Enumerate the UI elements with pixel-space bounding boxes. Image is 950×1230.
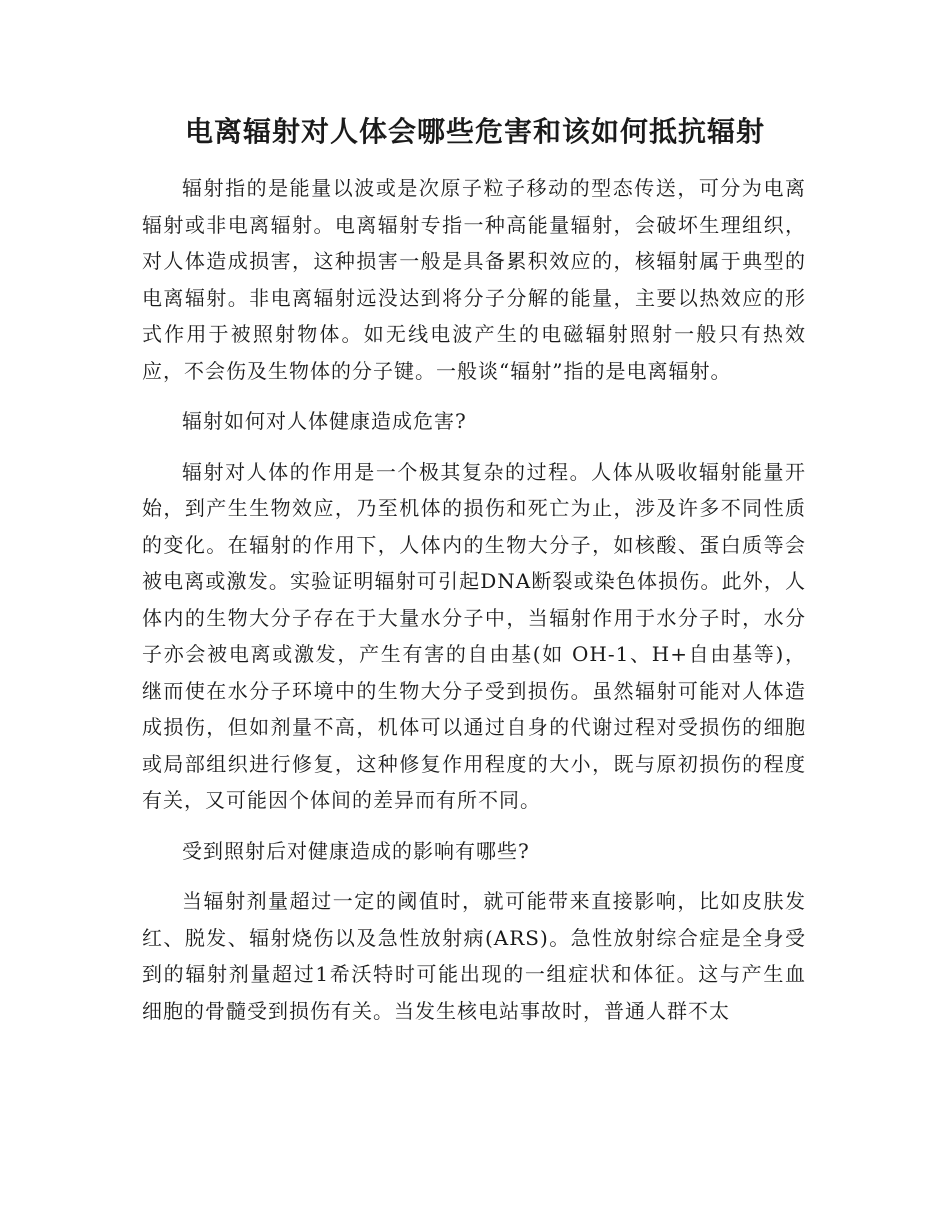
paragraph-biological-effects: 辐射对人体的作用是一个极其复杂的过程。人体从吸收辐射能量开始，到产生生物效应，乃至机体的损伤和死亡为止，涉及许多不同性质的变化。在辐射的作用下，人体内的生物大分子，如核酸、蛋白质等会被电离或激发。实验证明辐射可引起DNA断裂或染色体损伤。此外，人体内的生物大分子存在于大量水分子中，当辐射作用于水分子时，水分子亦会被电离或激发，产生有害的自由基(如 OH-1、H+自由基等)，继而使在水分子环境中的生物大分子受到损伤。虽然辐射可能对人体造成损伤，但如剂量不高，机体可以通过自身的代谢过程对受损伤的细胞或局部组织进行修复，这种修复作用程度的大小，既与原初损伤的程度有关，又可能因个体间的差异而有所不同。 — [142, 459, 806, 812]
document-title: 电离辐射对人体会哪些危害和该如何抵抗辐射 — [184, 115, 765, 148]
document-body — [142, 170, 806, 1043]
section-heading-health-effects: 受到照射后对健康造成的影响有哪些? — [182, 838, 530, 863]
section-heading-how-harm: 辐射如何对人体健康造成危害? — [182, 409, 467, 433]
paragraph-radiation-definition: 辐射指的是能量以波或是次原子粒子移动的型态传送，可分为电离辐射或非电离辐射。电离辐射专指一种高能量辐射，会破坏生理组织，对人体造成损害，这种损害一般是具备累积效应的，核辐射属于典型的电离辐射。非电离辐射远没达到将分子分解的能量，主要以热效应的形式作用于被照射物体。如无线电波产生的电磁辐射照射一般只有热效应，不会伤及生物体的分子键。一般谈“辐射”指的是电离辐射。 — [142, 176, 806, 383]
paragraph-dose-threshold: 当辐射剂量超过一定的阈值时，就可能带来直接影响，比如皮肤发红、脱发、辐射烧伤以及急性放射病(ARS)。急性放射综合症是全身受到的辐射剂量超过1希沃特时可能出现的一组症状和体征。这与产生血细胞的骨髓受到损伤有关。当发生核电站事故时，普通人群不太 — [142, 889, 806, 1023]
